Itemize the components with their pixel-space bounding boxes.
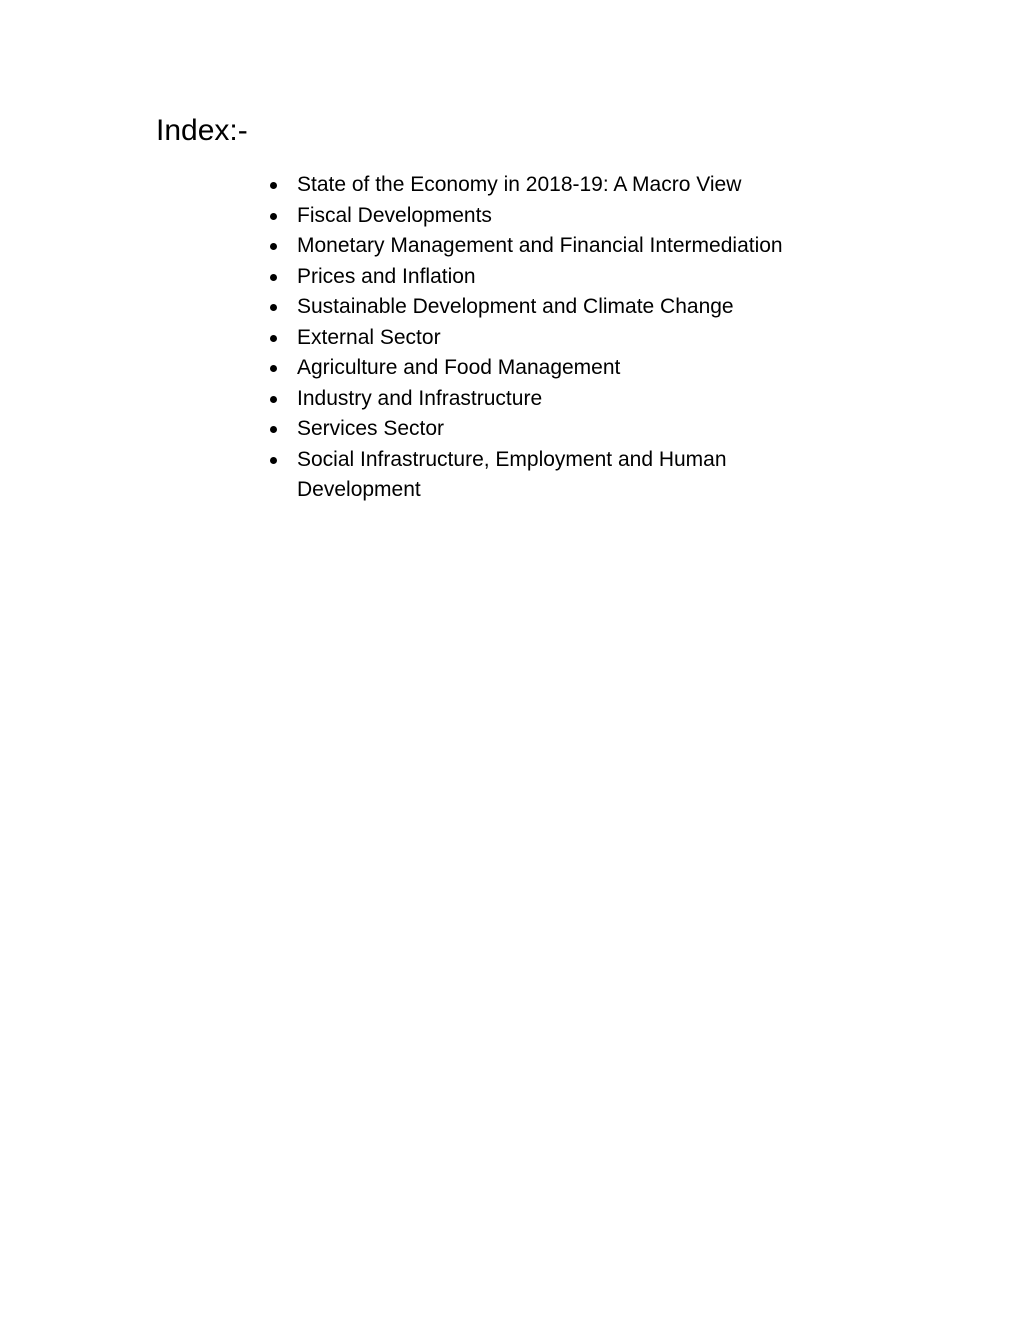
list-item-text: Industry and Infrastructure (297, 386, 543, 410)
bullet-icon (270, 182, 277, 189)
bullet-icon (270, 457, 277, 464)
list-item-text: Sustainable Development and Climate Change (297, 295, 734, 318)
bullet-icon (270, 304, 277, 311)
bullet-icon (270, 426, 277, 433)
bullet-icon (270, 243, 277, 250)
index-list (270, 170, 830, 505)
list-item-text: Fiscal Developments (297, 203, 492, 227)
list-item-text: External Sector (297, 325, 441, 349)
list-item-text: Agriculture and Food Management (297, 356, 621, 379)
list-item-text: State of the Economy in 2018-19: A Macro View (297, 173, 742, 196)
list-item (270, 353, 830, 383)
bullet-icon (270, 213, 277, 220)
list-item (270, 323, 830, 353)
bullet-icon (270, 274, 277, 281)
list-item-text: Prices and Inflation (297, 264, 476, 288)
list-item (270, 384, 830, 414)
bullet-icon (270, 335, 277, 342)
list-item (270, 414, 830, 444)
list-item (270, 445, 830, 505)
list-item (270, 170, 830, 200)
index-heading: Index:- (156, 114, 248, 147)
list-item (270, 262, 830, 292)
list-item (270, 201, 830, 231)
list-item-text: Services Sector (297, 417, 445, 440)
bullet-icon (270, 396, 277, 403)
bullet-icon (270, 365, 277, 372)
list-item-text: Monetary Management and Financial Intermediation (297, 234, 783, 257)
list-item-text: Social Infrastructure, Employment and Human Development (297, 447, 727, 501)
list-item (270, 292, 830, 322)
list-item (270, 231, 830, 261)
